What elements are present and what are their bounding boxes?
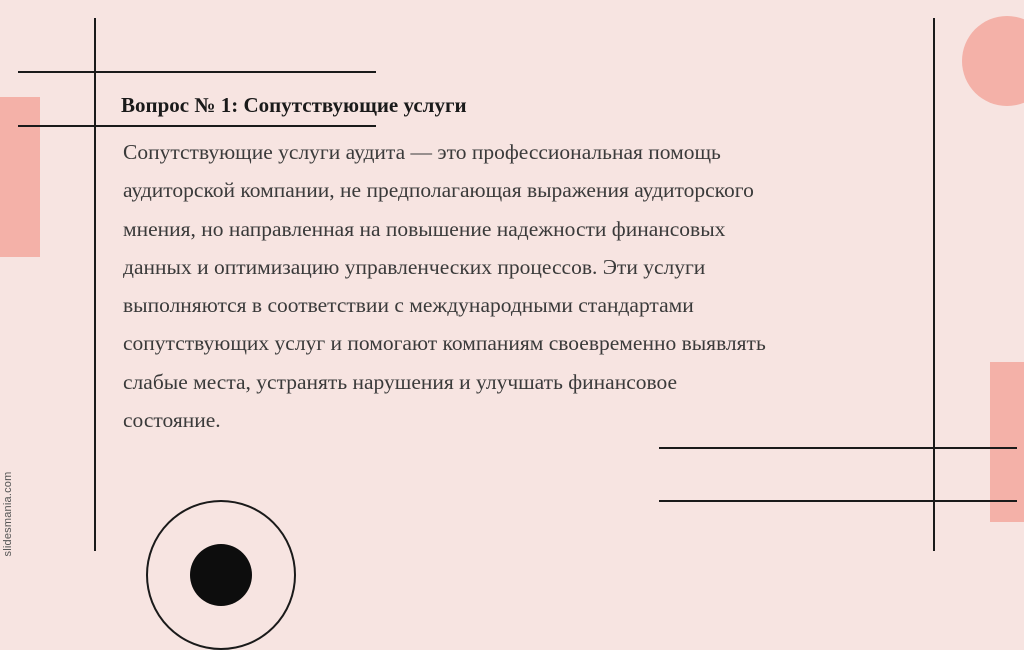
top-horizontal-line-2	[18, 125, 376, 127]
paragraph-line: выполняются в соответствии с международными стандартами	[123, 293, 694, 318]
top-right-quarter-circle	[962, 16, 1024, 106]
paragraph-line: слабые места, устранять нарушения и улучшать финансовое	[123, 369, 678, 394]
paragraph-line: сопутствующих услуг и помогают компаниям своевременно выявлять	[123, 331, 766, 356]
bottom-filled-circle	[190, 544, 252, 606]
left-pink-rectangle	[0, 97, 40, 257]
right-pink-rectangle	[990, 362, 1024, 522]
slide-title: Вопрос № 1: Сопутствующие услуги	[121, 93, 467, 117]
paragraph-line: данных и оптимизацию управленческих процессов. Эти услуги	[123, 254, 706, 279]
paragraph-line: Сопутствующие услуги аудита — это профессиональная помощь	[123, 140, 721, 164]
paragraph-line: аудиторской компании, не предполагающая выражения аудиторского	[123, 178, 754, 203]
paragraph-line: мнения, но направленная на повышение надежности финансовых	[123, 216, 726, 241]
bottom-horizontal-line-2	[659, 500, 1017, 502]
top-horizontal-line-1	[18, 71, 376, 73]
left-vertical-line	[94, 18, 96, 551]
right-vertical-line	[933, 18, 935, 551]
watermark-text: slidesmania.com	[2, 471, 14, 557]
paragraph-line: состояние.	[123, 408, 221, 433]
slide-body-paragraph	[123, 133, 913, 439]
bottom-horizontal-line-1	[659, 447, 1017, 449]
